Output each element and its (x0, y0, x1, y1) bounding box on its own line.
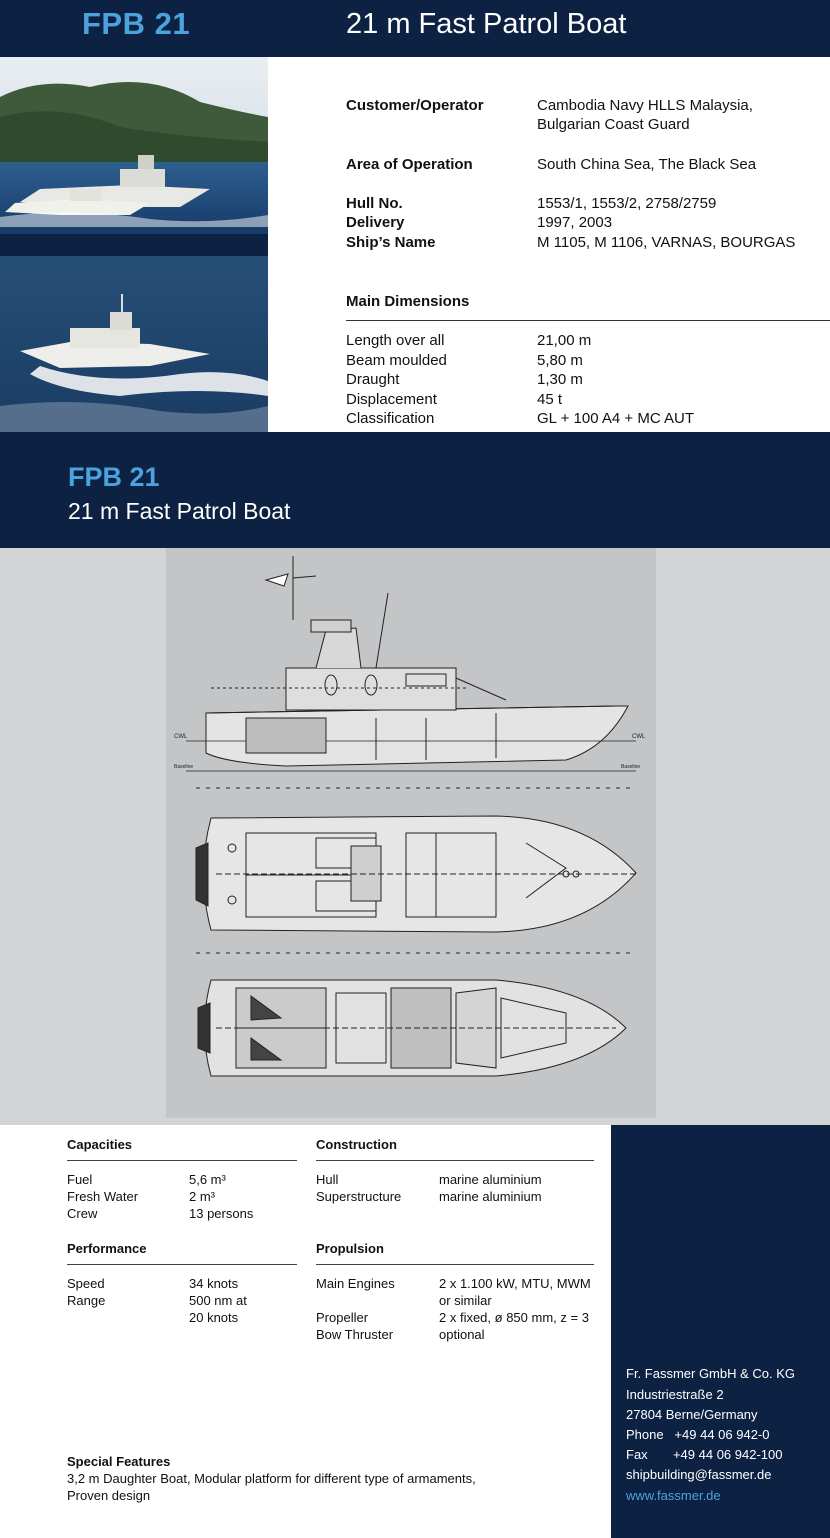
dim-label: Draught (346, 371, 400, 388)
propulsion-heading: Propulsion (316, 1241, 384, 1256)
section-model-code: FPB 21 (68, 462, 160, 492)
construction-value: marine aluminium (439, 1172, 542, 1187)
section-rule (67, 1264, 297, 1265)
area-label: Area of Operation (346, 156, 473, 173)
performance-heading: Performance (67, 1241, 147, 1256)
dim-value: 1,30 m (537, 371, 583, 388)
construction-heading: Construction (316, 1137, 397, 1152)
cwl-label-left: CWL (174, 734, 188, 740)
company-email-link[interactable]: shipbuilding@fassmer.de (626, 1467, 772, 1482)
section-rule (67, 1160, 297, 1161)
company-city: 27804 Berne/Germany (626, 1407, 758, 1422)
engines-value-line1: 2 x 1.100 kW, MTU, MWM (439, 1276, 591, 1291)
special-features-line1: 3,2 m Daughter Boat, Modular platform for different type of armaments, (67, 1471, 476, 1486)
delivery-value: 1997, 2003 (537, 214, 613, 231)
special-features-heading: Special Features (67, 1454, 171, 1469)
dim-label: Beam moulded (346, 352, 447, 369)
photo-divider (0, 234, 268, 256)
general-arrangement-drawing (166, 548, 656, 1118)
hull-label: Hull No. (346, 195, 403, 212)
capacity-value: 2 m³ (189, 1189, 215, 1204)
capacity-label: Fuel (67, 1172, 93, 1187)
area-value: South China Sea, The Black Sea (537, 156, 757, 173)
speed-value: 34 knots (189, 1276, 239, 1291)
range-value-line2: 20 knots (189, 1310, 239, 1325)
company-street: Industriestraße 2 (626, 1387, 724, 1402)
capacity-value: 5,6 m³ (189, 1172, 226, 1187)
capacity-label: Crew (67, 1206, 98, 1221)
model-title: 21 m Fast Patrol Boat (346, 8, 627, 40)
section-rule (316, 1264, 594, 1265)
ship-plan-svg (166, 548, 656, 1118)
company-name: Fr. Fassmer GmbH & Co. KG (626, 1366, 796, 1381)
section-rule (316, 1160, 594, 1161)
model-code: FPB 21 (82, 6, 191, 41)
special-features-line2: Proven design (67, 1488, 151, 1503)
engines-value-line2: or similar (439, 1293, 492, 1308)
dim-value: GL + 100 A4 + MC AUT (537, 410, 695, 427)
hull-value: 1553/1, 1553/2, 2758/2759 (537, 195, 717, 212)
capacity-value: 13 persons (189, 1206, 254, 1221)
main-dimensions-heading: Main Dimensions (346, 293, 470, 310)
dim-label: Classification (346, 410, 435, 427)
company-phone: Phone +49 44 06 942-0 (626, 1427, 770, 1442)
capacity-label: Fresh Water (67, 1189, 139, 1204)
dim-label: Displacement (346, 391, 437, 408)
dim-value: 21,00 m (537, 332, 592, 349)
range-label: Range (67, 1293, 106, 1308)
propeller-label: Propeller (316, 1310, 369, 1325)
dim-value: 5,80 m (537, 352, 583, 369)
cwl-label-right: CWL (632, 734, 646, 740)
construction-label: Superstructure (316, 1189, 402, 1204)
speed-label: Speed (67, 1276, 105, 1291)
engines-label: Main Engines (316, 1276, 395, 1291)
construction-label: Hull (316, 1172, 339, 1187)
baseline-label-left: Baseline (174, 764, 194, 770)
delivery-label: Delivery (346, 214, 405, 231)
customer-value-line2: Bulgarian Coast Guard (537, 116, 690, 133)
section-rule (346, 320, 830, 321)
shipname-label: Ship’s Name (346, 234, 436, 251)
construction-value: marine aluminium (439, 1189, 542, 1204)
range-value-line1: 500 nm at (189, 1293, 247, 1308)
boat-photo-two-vessels (0, 57, 268, 234)
customer-label: Customer/Operator (346, 97, 484, 114)
customer-value-line1: Cambodia Navy HLLS Malaysia, (537, 97, 753, 114)
boat-photo-underway (0, 256, 268, 432)
propeller-value: 2 x fixed, ø 850 mm, z = 3 (439, 1310, 589, 1325)
capacities-heading: Capacities (67, 1137, 133, 1152)
thruster-value: optional (439, 1327, 485, 1342)
company-website-link[interactable]: www.fassmer.de (626, 1488, 721, 1503)
baseline-label-right: Baseline (621, 764, 641, 770)
section-model-title: 21 m Fast Patrol Boat (68, 498, 291, 524)
dim-label: Length over all (346, 332, 445, 349)
dim-value: 45 t (537, 391, 563, 408)
thruster-label: Bow Thruster (316, 1327, 394, 1342)
shipname-value: M 1105, M 1106, VARNAS, BOURGAS (537, 234, 796, 251)
company-fax: Fax +49 44 06 942-100 (626, 1447, 783, 1462)
